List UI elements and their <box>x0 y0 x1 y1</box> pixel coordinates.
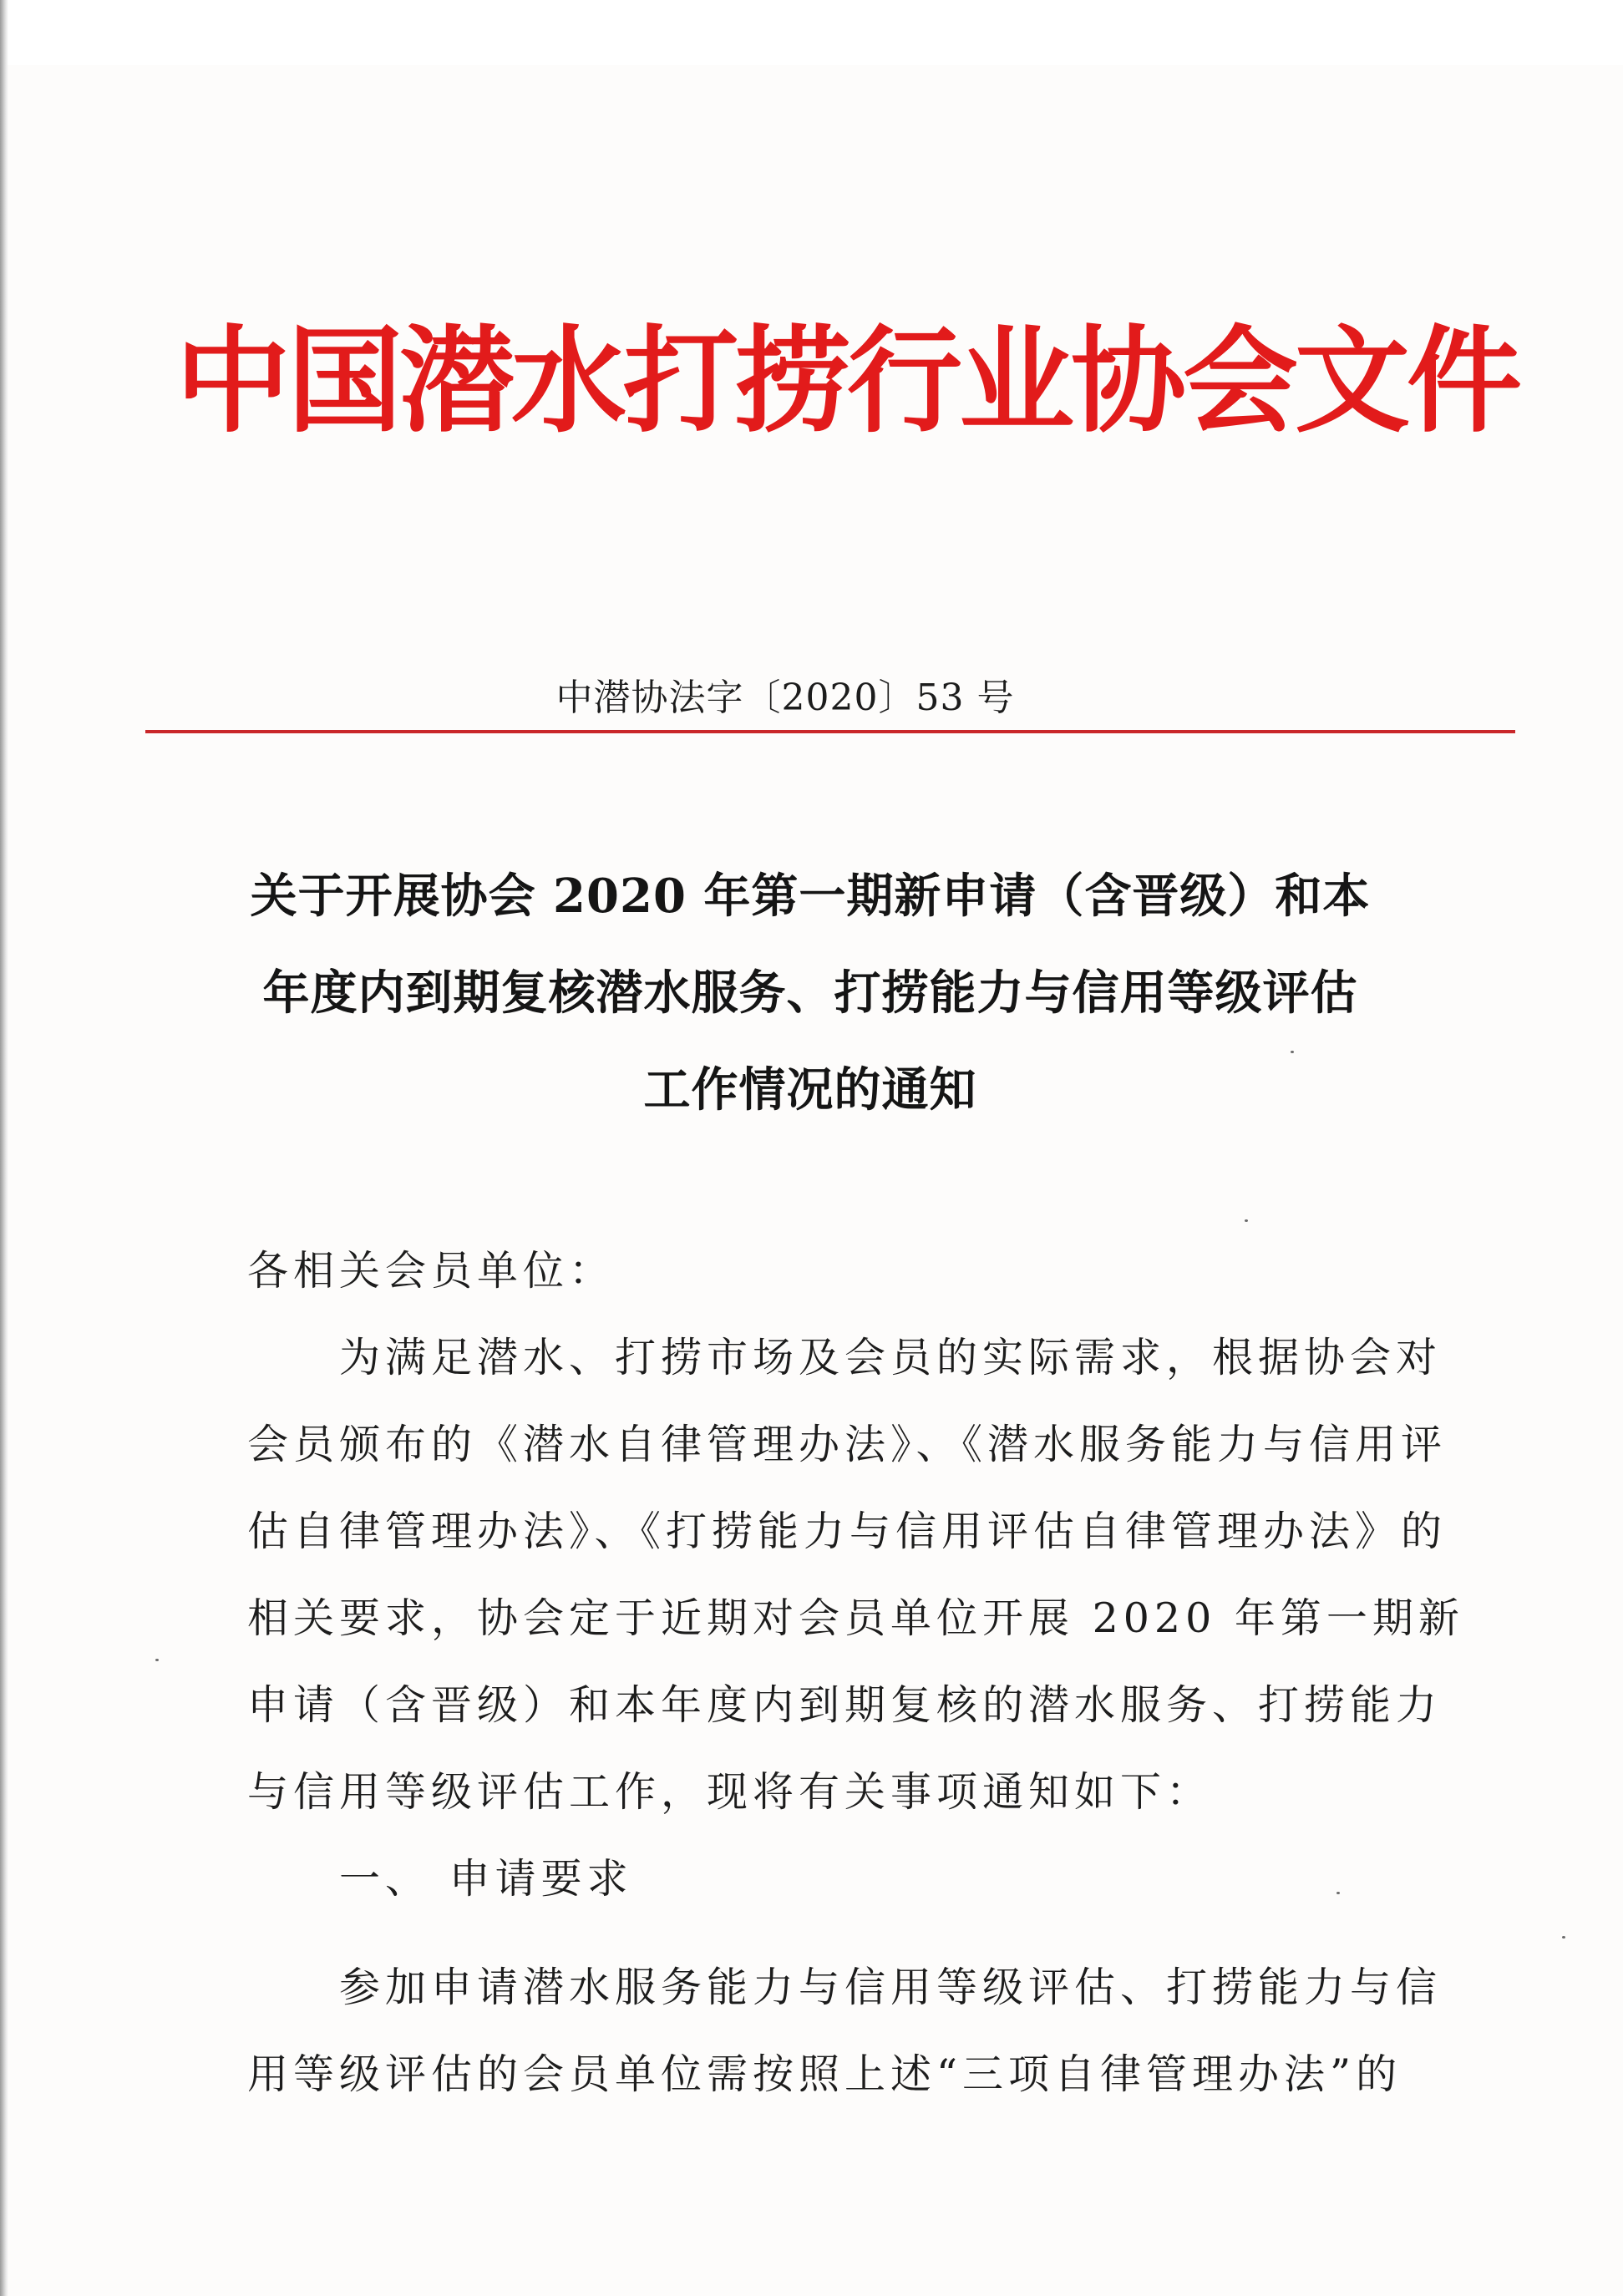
notice-title-line: 工作情况的通知 <box>643 1062 977 1118</box>
notice-title <box>184 848 1437 1138</box>
scan-speck <box>1245 1219 1248 1222</box>
paragraph-line: 估自律管理办法》、《打捞能力与信用评估自律管理办法》的 <box>247 1508 1448 1555</box>
scan-left-edge-shadow <box>0 0 8 2296</box>
section-heading: 一、 申请要求 <box>339 1855 633 1903</box>
notice-title-line: 年度内到期复核潜水服务、打捞能力与信用等级评估 <box>262 966 1358 1021</box>
document-number: 中潜协法字〔2020〕53 号 <box>555 677 1015 719</box>
masthead-org-title: 中国潜水打捞行业协会文件 <box>175 312 1519 449</box>
scan-speck <box>1336 1892 1340 1894</box>
paragraph-line: 为满足潜水、打捞市场及会员的实际需求，根据协会对 <box>339 1334 1443 1381</box>
paragraph-line: 参加申请潜水服务能力与信用等级评估、打捞能力与信 <box>339 1964 1443 2011</box>
paragraph-line: 与信用等级评估工作，现将有关事项通知如下： <box>247 1768 1213 1816</box>
paragraph-line: 申请（含晋级）和本年度内到期复核的潜水服务、打捞能力 <box>247 1681 1443 1729</box>
paragraph-line: 相关要求，协会定于近期对会员单位开展 2020 年第一期新 <box>247 1594 1464 1642</box>
red-separator-rule <box>145 730 1515 733</box>
paragraph-line: 会员颁布的《潜水自律管理办法》、《潜水服务能力与信用评 <box>247 1421 1448 1468</box>
salutation: 各相关会员单位： <box>247 1247 616 1295</box>
paragraph-line: 用等级评估的会员单位需按照上述“三项自律管理办法”的 <box>247 2050 1402 2098</box>
notice-body <box>247 1228 1464 2118</box>
scan-speck <box>155 1659 159 1661</box>
scan-speck <box>1562 1936 1565 1939</box>
scan-speck <box>1291 1051 1294 1053</box>
notice-title-line: 关于开展协会 2020 年第一期新申请（含晋级）和本 <box>250 869 1371 924</box>
scan-top-margin <box>0 0 1623 65</box>
